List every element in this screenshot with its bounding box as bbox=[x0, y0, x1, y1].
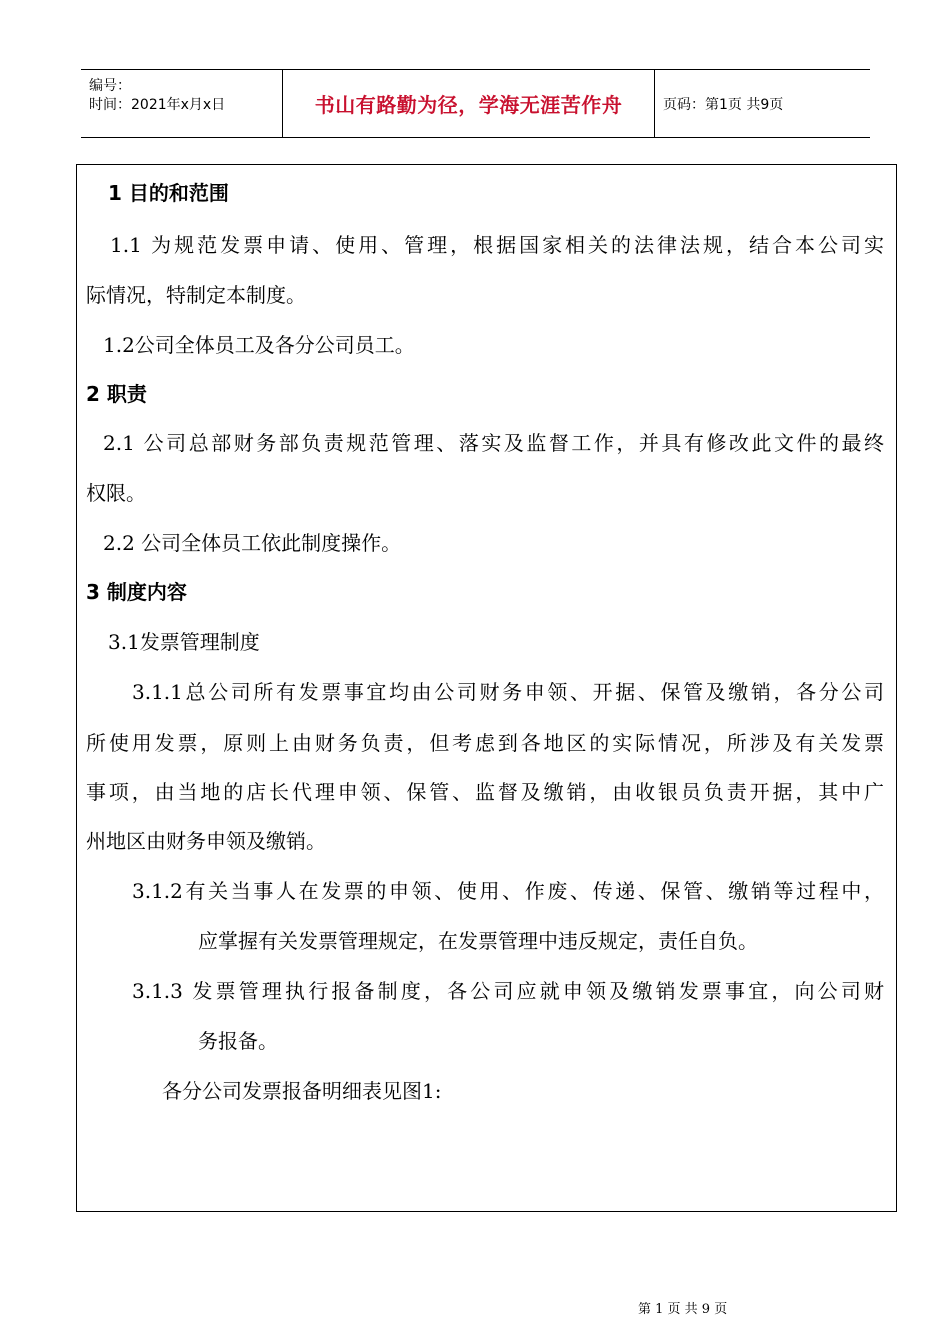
para-3-1-3-line1: 3.1.3 发票管理执行报备制度，各公司应就申领及缴销发票事宜，向公司财 bbox=[132, 979, 884, 1003]
para-3-1-1-line4: 州地区由财务申领及缴销。 bbox=[86, 829, 326, 853]
footer-page-number: 第 1 页 共 9 页 bbox=[638, 1302, 728, 1317]
para-1-1-line1: 1.1 为规范发票申请、使用、管理，根据国家相关的法律法规，结合本公司实 bbox=[110, 233, 884, 257]
para-3-1-3-line2: 务报备。 bbox=[198, 1029, 278, 1053]
header-page-cell bbox=[654, 70, 870, 137]
para-3-1-1-line2: 所使用发票，原则上由财务负责，但考虑到各地区的实际情况，所涉及有关发票 bbox=[86, 731, 884, 755]
document-header bbox=[81, 69, 870, 138]
para-3-1-1-line1: 3.1.1总公司所有发票事宜均由公司财务申领、开据、保管及缴销，各分公司 bbox=[132, 680, 884, 704]
para-2-1-line1: 2.1 公司总部财务部负责规范管理、落实及监督工作，并具有修改此文件的最终 bbox=[103, 431, 884, 455]
para-2-2: 2.2 公司全体员工依此制度操作。 bbox=[103, 531, 402, 555]
section-2-title: 2 职责 bbox=[86, 382, 147, 406]
detail-table-note: 各分公司发票报备明细表见图1: bbox=[162, 1079, 442, 1103]
section-1-title: 1 目的和范围 bbox=[108, 181, 229, 205]
para-3-1-2-line2: 应掌握有关发票管理规定，在发票管理中违反规定，责任自负。 bbox=[198, 929, 758, 953]
doc-number-label: 编号： bbox=[89, 78, 131, 94]
doc-time-label: 时间：2021年x月x日 bbox=[89, 97, 226, 113]
header-meta bbox=[81, 70, 281, 137]
para-3-1-2-line1: 3.1.2有关当事人在发票的申领、使用、作废、传递、保管、缴销等过程中， bbox=[132, 879, 884, 903]
para-1-1-line2: 际情况，特制定本制度。 bbox=[86, 283, 306, 307]
para-3-1-1-line3: 事项，由当地的店长代理申领、保管、监督及缴销，由收银员负责开据，其中广 bbox=[86, 780, 884, 804]
header-motto-cell bbox=[282, 70, 655, 137]
header-page-label: 页码：第1页 共9页 bbox=[663, 96, 784, 113]
para-1-2: 1.2公司全体员工及各分公司员工。 bbox=[103, 333, 415, 357]
header-motto: 书山有路勤为径，学海无涯苦作舟 bbox=[314, 93, 623, 117]
section-3-title: 3 制度内容 bbox=[86, 580, 187, 604]
para-2-1-line2: 权限。 bbox=[86, 481, 146, 505]
subsection-3-1: 3.1发票管理制度 bbox=[108, 630, 260, 654]
